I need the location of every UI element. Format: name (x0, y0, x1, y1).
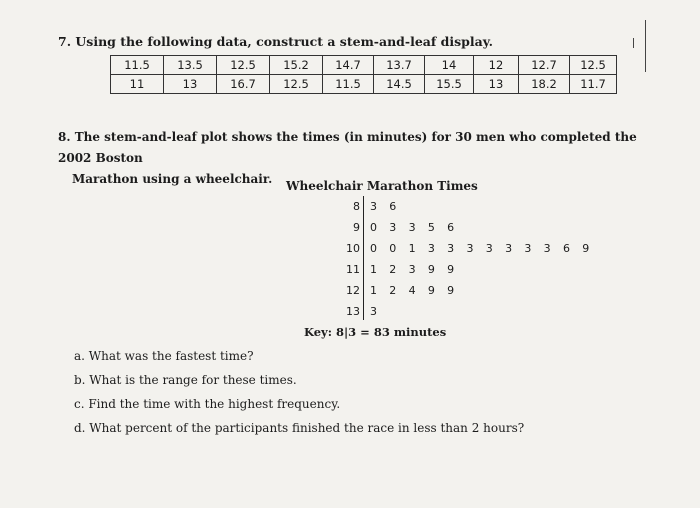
question-7-title: 7. Using the following data, construct a stem-and-leaf display. (58, 34, 493, 49)
stem-value: 9 (353, 221, 360, 234)
stem-value: 12 (346, 284, 360, 297)
table-cell: 11.5 (111, 56, 164, 75)
table-cell: 18.2 (519, 75, 570, 94)
table-cell: 12.7 (519, 56, 570, 75)
table-cell: 16.7 (217, 75, 270, 94)
stem-value: 11 (346, 263, 360, 276)
pen-mark (633, 38, 634, 48)
table-cell: 11 (111, 75, 164, 94)
leaf-values: 3 (370, 305, 382, 318)
question-8d: d. What percent of the participants finished the race in less than 2 hours? (74, 421, 525, 435)
table-cell: 13 (474, 75, 519, 94)
table-row (111, 56, 617, 75)
stem-leaf-title: Wheelchair Marathon Times (286, 179, 478, 193)
stem-value: 10 (346, 242, 360, 255)
table-cell: 12.5 (570, 56, 617, 75)
question-8-line-1: 8. The stem-and-leaf plot shows the times (in minutes) for 30 men who completed the 2002 Boston (58, 130, 637, 165)
question-8a: a. What was the fastest time? (74, 349, 254, 363)
table-cell: 11.7 (570, 75, 617, 94)
table-cell: 12 (474, 56, 519, 75)
question-8b: b. What is the range for these times. (74, 373, 297, 387)
table-cell: 13.5 (164, 56, 217, 75)
table-cell: 15.5 (425, 75, 474, 94)
leaf-values: 0 0 1 3 3 3 3 3 3 3 6 9 (370, 242, 594, 255)
table-cell: 12.5 (270, 75, 323, 94)
table-cell: 15.2 (270, 56, 323, 75)
table-cell: 11.5 (323, 75, 374, 94)
leaf-values: 3 6 (370, 200, 401, 213)
leaf-values: 0 3 3 5 6 (370, 221, 459, 234)
table-cell: 14.7 (323, 56, 374, 75)
leaf-values: 1 2 3 9 9 (370, 263, 459, 276)
stem-leaf-divider (363, 196, 364, 320)
leaf-values: 1 2 4 9 9 (370, 284, 459, 297)
table-cell: 14.5 (374, 75, 425, 94)
question-8c: c. Find the time with the highest frequency. (74, 397, 341, 411)
table-row (111, 75, 617, 94)
question-8-line-2: Marathon using a wheelchair. (72, 172, 273, 186)
table-cell: 14 (425, 56, 474, 75)
table-cell: 13 (164, 75, 217, 94)
stem-value: 13 (346, 305, 360, 318)
page-edge-line (645, 20, 646, 72)
stem-value: 8 (353, 200, 360, 213)
data-table (110, 55, 617, 94)
table-cell: 12.5 (217, 56, 270, 75)
table-cell: 13.7 (374, 56, 425, 75)
stem-leaf-key: Key: 8|3 = 83 minutes (304, 325, 447, 339)
